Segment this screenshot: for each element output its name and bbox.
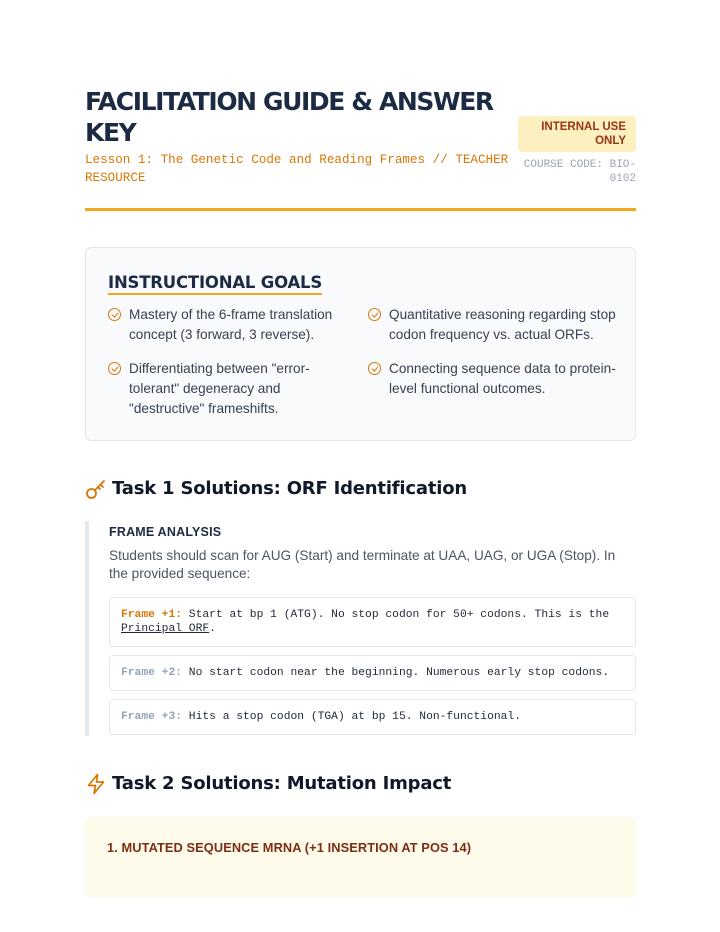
frame-analysis-description: Students should scan for AUG (Start) and terminate at UAA, UAG, or UGA (Stop). In the provided sequence: xyxy=(109,548,616,581)
check-circle-icon xyxy=(368,362,381,375)
page-subtitle: Lesson 1: The Genetic Code and Reading Frames // TEACHER RESOURCE xyxy=(85,153,509,185)
frame-text: No start codon near the beginning. Numerous early stop codons. xyxy=(182,667,610,679)
principal-orf-emphasis: Principal ORF xyxy=(121,623,210,635)
frame-plus3-box xyxy=(109,699,636,735)
goal-text: Connecting sequence data to protein-level functional outcomes. xyxy=(389,361,616,396)
page-title: FACILITATION GUIDE & ANSWER KEY xyxy=(85,87,493,147)
check-circle-icon xyxy=(108,362,121,375)
check-circle-icon xyxy=(108,308,121,321)
goal-text: Quantitative reasoning regarding stop codon frequency vs. actual ORFs. xyxy=(389,307,616,342)
frame-plus1-box xyxy=(109,597,636,647)
mutated-sequence-title: 1. MUTATED SEQUENCE MRNA (+1 INSERTION AT POS 14) xyxy=(107,840,472,855)
frame-label: Frame +1: xyxy=(121,609,183,621)
check-circle-icon xyxy=(368,308,381,321)
goal-text: Differentiating between "error-tolerant" degeneracy and "destructive" frameshifts. xyxy=(129,361,310,416)
frame-text: Hits a stop codon (TGA) at bp 15. Non-functional. xyxy=(182,711,521,723)
header-divider xyxy=(85,208,636,211)
frame-analysis-title: FRAME ANALYSIS xyxy=(109,525,222,539)
lightning-icon xyxy=(85,773,107,795)
goal-text: Mastery of the 6-frame translation concept (3 forward, 3 reverse). xyxy=(129,307,333,342)
frame-label: Frame +2: xyxy=(121,667,183,679)
mutated-sequence-box xyxy=(85,817,636,897)
frame-text-end: . xyxy=(209,623,216,635)
frame-plus2-box xyxy=(109,655,636,691)
internal-use-badge: INTERNAL USE ONLY xyxy=(518,116,636,152)
course-code: COURSE CODE: BIO-0102 xyxy=(523,159,636,185)
goals-title: INSTRUCTIONAL GOALS xyxy=(108,273,322,295)
key-icon xyxy=(85,478,107,500)
instructional-goals-card xyxy=(85,247,636,441)
frame-analysis-section xyxy=(85,521,636,736)
task1-heading-text: Task 1 Solutions: ORF Identification xyxy=(112,478,467,499)
frame-label: Frame +3: xyxy=(121,711,183,723)
task2-heading-text: Task 2 Solutions: Mutation Impact xyxy=(112,773,452,794)
frame-text: Start at bp 1 (ATG). No stop codon for 50+ codons. This is the xyxy=(182,609,610,621)
document-header xyxy=(85,86,636,212)
